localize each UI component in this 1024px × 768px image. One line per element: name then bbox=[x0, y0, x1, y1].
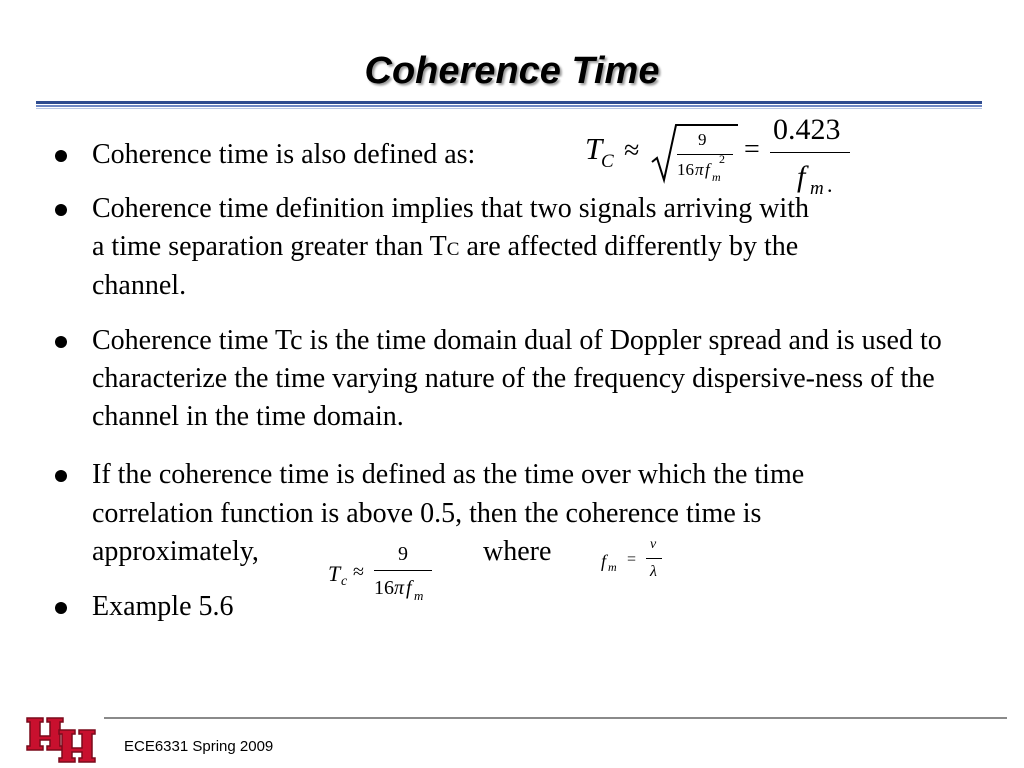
eq3-denominator: λ bbox=[650, 563, 657, 580]
eq1-den-16: 16 bbox=[677, 160, 694, 179]
eq3-f-subscript: m bbox=[608, 560, 617, 574]
eq1-period: . bbox=[827, 172, 833, 197]
bullet-2-line-3: channel. bbox=[92, 270, 187, 301]
eq2-T: T bbox=[328, 561, 341, 586]
eq2-den-subscript: m bbox=[414, 588, 424, 603]
bullet-dot-icon bbox=[55, 470, 67, 482]
bullet-dot-icon bbox=[55, 204, 67, 216]
bullet-text-5: Example 5.6 bbox=[92, 591, 234, 622]
footer-course-label: ECE6331 Spring 2009 bbox=[124, 738, 274, 755]
bullet-2-text-a: a time separation greater than T bbox=[92, 231, 447, 262]
bullet-2-subscript: C bbox=[446, 239, 460, 260]
bullet-4-line-3a: approximately, bbox=[92, 536, 259, 567]
eq1-approx: ≈ bbox=[624, 135, 640, 166]
bullet-dot-icon bbox=[55, 336, 67, 348]
slide-title: Coherence Time bbox=[364, 50, 660, 92]
bullet-dot-icon bbox=[55, 150, 67, 162]
bullet-4-line-1: If the coherence time is defined as the time over which the time bbox=[92, 459, 805, 490]
title-divider bbox=[36, 101, 982, 104]
eq1-den-f: f bbox=[705, 160, 710, 179]
eq2-den-f: f bbox=[406, 577, 412, 599]
eq3-equals: = bbox=[627, 551, 637, 568]
eq2-numerator: 9 bbox=[398, 543, 408, 565]
eq2-den-pi: π bbox=[394, 577, 405, 599]
bullet-dot-icon bbox=[55, 602, 67, 614]
bullet-text-3: Coherence time Tc is the time domain dual of Doppler spread and is used to characterize the time varying nature of the frequency dispersive-ness of the channel in the time domain. bbox=[92, 325, 942, 432]
eq2-den-16: 16 bbox=[374, 577, 394, 599]
eq1-numerator: 0.423 bbox=[773, 113, 841, 146]
bullet-4-line-3b: where bbox=[483, 536, 552, 567]
eq1-den-f-subscript: m bbox=[712, 170, 721, 184]
eq2-fraction-bar bbox=[374, 570, 432, 571]
bullet-2-text-b: are affected differently by the bbox=[459, 231, 799, 262]
title-divider-secondary bbox=[36, 105, 982, 107]
eq2-T-subscript: c bbox=[341, 574, 348, 589]
bullet-2-line-2 bbox=[92, 228, 982, 269]
university-logo-icon bbox=[25, 714, 103, 764]
eq1-den-superscript: 2 bbox=[719, 152, 725, 166]
eq1-T: T bbox=[585, 131, 603, 166]
bullet-text-1: Coherence time is also defined as: bbox=[92, 139, 476, 170]
eq1-den-pi: π bbox=[695, 160, 704, 179]
eq1-T-subscript: C bbox=[601, 151, 614, 172]
eq3-fraction-bar bbox=[646, 558, 662, 559]
eq3-numerator: v bbox=[650, 537, 657, 552]
footer-divider bbox=[104, 717, 1007, 719]
title-divider-tertiary bbox=[36, 108, 982, 109]
eq1-fraction-bar bbox=[770, 152, 850, 153]
eq2-approx: ≈ bbox=[353, 561, 364, 583]
eq3-f: f bbox=[601, 551, 607, 571]
eq1-denominator-subscript: m bbox=[810, 178, 824, 199]
bullet-4-line-2: correlation function is above 0.5, then the coherence time is bbox=[92, 498, 762, 529]
eq1-sqrt-numerator: 9 bbox=[698, 130, 707, 149]
eq1-denominator-f: f bbox=[797, 160, 806, 193]
bullet-2-line-1: Coherence time definition implies that two signals arriving with bbox=[92, 193, 809, 224]
eq1-equals: = bbox=[744, 134, 760, 165]
